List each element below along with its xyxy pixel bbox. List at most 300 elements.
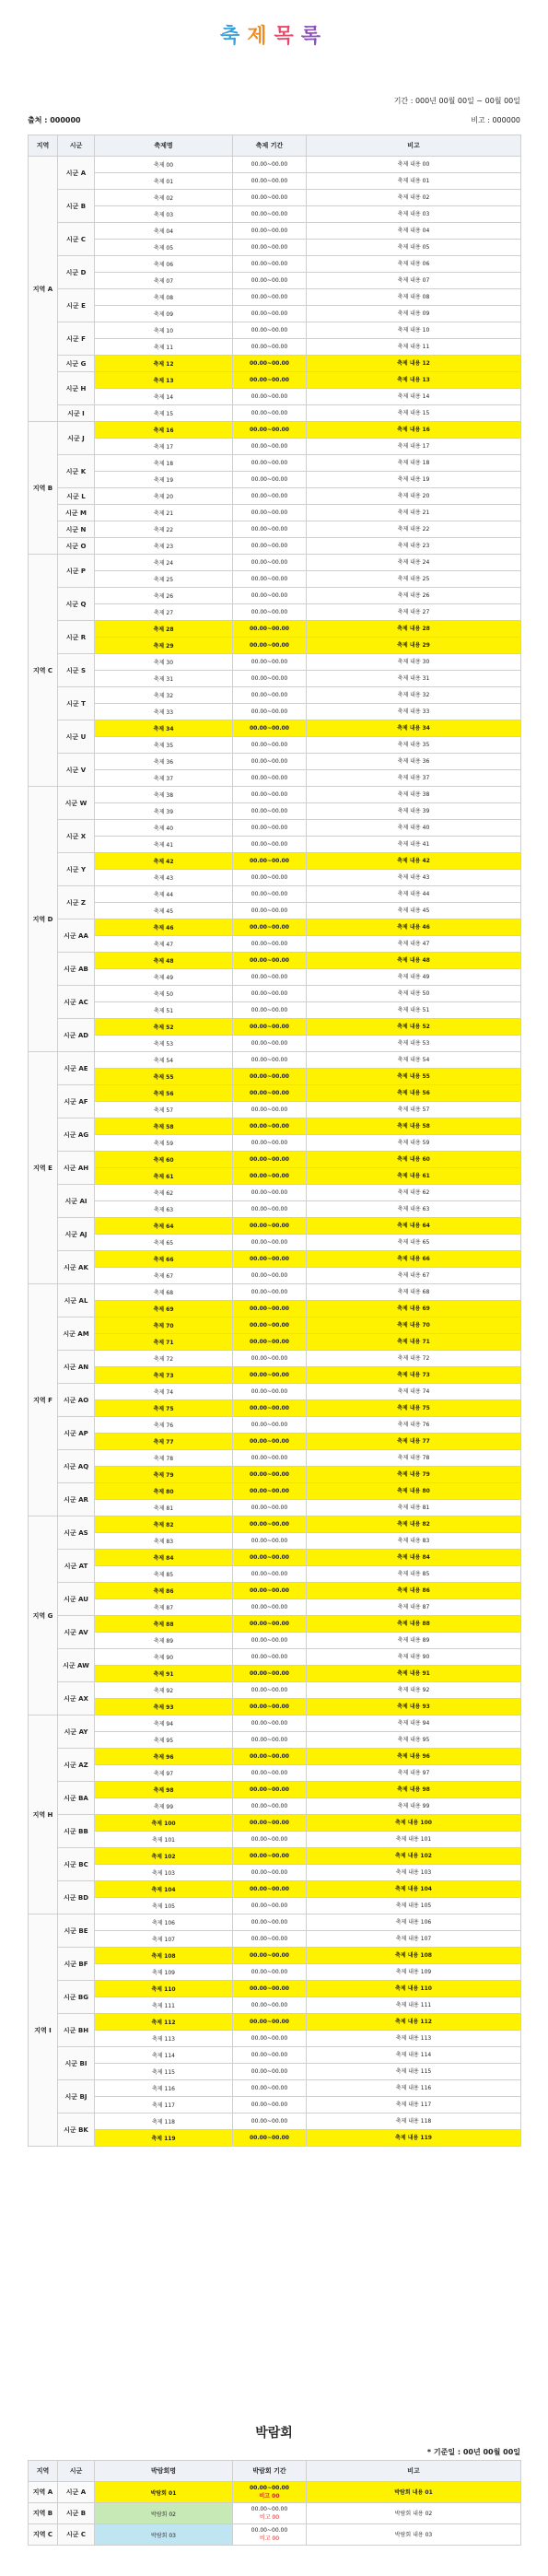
expo-row <box>29 2524 521 2546</box>
page-title <box>0 20 548 49</box>
festival-name-cell: 축제 56 <box>95 1085 233 1102</box>
festival-name-cell: 축제 37 <box>95 770 233 787</box>
festival-name-cell: 축제 119 <box>95 2130 233 2147</box>
festival-row <box>29 638 521 654</box>
festival-row <box>29 472 521 488</box>
festival-date-cell: 00.00~00.00 <box>233 1085 307 1102</box>
festival-name-cell: 축제 61 <box>95 1168 233 1185</box>
festival-row <box>29 986 521 1002</box>
festival-row <box>29 2047 521 2064</box>
expo-col-header-date: 박람회 기간 <box>233 2461 307 2482</box>
festival-desc-cell: 축제 내용 04 <box>307 223 521 240</box>
festival-desc-cell: 축제 내용 42 <box>307 853 521 870</box>
festival-desc-cell: 축제 내용 40 <box>307 820 521 837</box>
festival-row <box>29 1268 521 1284</box>
festival-row <box>29 969 521 986</box>
festival-date-cell: 00.00~00.00 <box>233 903 307 919</box>
festival-date-cell: 00.00~00.00 <box>233 1500 307 1516</box>
city-cell: 시군 S <box>58 654 95 687</box>
festival-date-cell: 00.00~00.00 <box>233 754 307 770</box>
festival-row <box>29 2113 521 2130</box>
festival-desc-cell: 축제 내용 90 <box>307 1649 521 1666</box>
festival-name-cell: 축제 20 <box>95 488 233 505</box>
festival-name-cell: 축제 64 <box>95 1218 233 1235</box>
festival-name-cell: 축제 77 <box>95 1434 233 1450</box>
festival-name-cell: 축제 80 <box>95 1483 233 1500</box>
city-cell: 시군 J <box>58 422 95 455</box>
festival-row <box>29 953 521 969</box>
expo-name-cell: 박람회 01 <box>95 2482 233 2503</box>
expo-region-cell: 지역 A <box>29 2482 58 2503</box>
title-char: 축 <box>219 25 248 48</box>
city-cell: 시군 A <box>58 157 95 190</box>
festival-name-cell: 축제 01 <box>95 173 233 190</box>
festival-row <box>29 770 521 787</box>
festival-date-cell: 00.00~00.00 <box>233 886 307 903</box>
festival-desc-cell: 축제 내용 84 <box>307 1550 521 1566</box>
festival-desc-cell: 축제 내용 95 <box>307 1732 521 1749</box>
festival-name-cell: 축제 70 <box>95 1317 233 1334</box>
festival-row <box>29 1118 521 1135</box>
festival-row <box>29 240 521 256</box>
festival-desc-cell: 축제 내용 78 <box>307 1450 521 1467</box>
festival-row <box>29 1732 521 1749</box>
festival-row <box>29 588 521 604</box>
festival-name-cell: 축제 83 <box>95 1533 233 1550</box>
festival-row <box>29 1798 521 1815</box>
festival-name-cell: 축제 99 <box>95 1798 233 1815</box>
festival-desc-cell: 축제 내용 111 <box>307 1997 521 2014</box>
festival-row <box>29 1085 521 1102</box>
festival-desc-cell: 축제 내용 16 <box>307 422 521 439</box>
region-cell: 지역 D <box>29 787 58 1052</box>
festival-name-cell: 축제 53 <box>95 1036 233 1052</box>
festival-name-cell: 축제 29 <box>95 638 233 654</box>
festival-desc-cell: 축제 내용 77 <box>307 1434 521 1450</box>
festival-desc-cell: 축제 내용 74 <box>307 1384 521 1400</box>
festival-desc-cell: 축제 내용 60 <box>307 1152 521 1168</box>
festival-desc-cell: 축제 내용 104 <box>307 1881 521 1898</box>
festival-desc-cell: 축제 내용 61 <box>307 1168 521 1185</box>
festival-name-cell: 축제 117 <box>95 2097 233 2113</box>
festival-date-cell: 00.00~00.00 <box>233 439 307 455</box>
festival-name-cell: 축제 33 <box>95 704 233 720</box>
city-cell: 시군 BD <box>58 1881 95 1914</box>
festival-date-cell: 00.00~00.00 <box>233 488 307 505</box>
festival-name-cell: 축제 28 <box>95 621 233 638</box>
festival-desc-cell: 축제 내용 51 <box>307 1002 521 1019</box>
festival-date-cell: 00.00~00.00 <box>233 737 307 754</box>
festival-desc-cell: 축제 내용 93 <box>307 1699 521 1715</box>
festival-desc-cell: 축제 내용 99 <box>307 1798 521 1815</box>
festival-row <box>29 1848 521 1865</box>
festival-date-cell: 00.00~00.00 <box>233 306 307 322</box>
festival-name-cell: 축제 96 <box>95 1749 233 1765</box>
festival-desc-cell: 축제 내용 20 <box>307 488 521 505</box>
festival-desc-cell: 축제 내용 33 <box>307 704 521 720</box>
city-cell: 시군 AX <box>58 1682 95 1715</box>
city-cell: 시군 K <box>58 455 95 488</box>
festival-desc-cell: 축제 내용 58 <box>307 1118 521 1135</box>
festival-desc-cell: 축제 내용 17 <box>307 439 521 455</box>
festival-name-cell: 축제 25 <box>95 571 233 588</box>
expo-date-cell <box>233 2524 307 2546</box>
festival-row <box>29 488 521 505</box>
city-cell: 시군 V <box>58 754 95 787</box>
festival-name-cell: 축제 31 <box>95 671 233 687</box>
festival-date-cell: 00.00~00.00 <box>233 422 307 439</box>
festival-row <box>29 1931 521 1948</box>
festival-desc-cell: 축제 내용 19 <box>307 472 521 488</box>
festival-desc-cell: 축제 내용 59 <box>307 1135 521 1152</box>
festival-name-cell: 축제 91 <box>95 1666 233 1682</box>
festival-desc-cell: 축제 내용 09 <box>307 306 521 322</box>
festival-name-cell: 축제 43 <box>95 870 233 886</box>
festival-row <box>29 754 521 770</box>
festival-name-cell: 축제 32 <box>95 687 233 704</box>
festival-row <box>29 1400 521 1417</box>
festival-name-cell: 축제 105 <box>95 1898 233 1914</box>
city-cell: 시군 R <box>58 621 95 654</box>
period-text: 기간 : 000년 00월 00일 ~ 00월 00일 <box>393 97 520 105</box>
festival-desc-cell: 축제 내용 34 <box>307 720 521 737</box>
festival-date-cell: 00.00~00.00 <box>233 1284 307 1301</box>
festival-name-cell: 축제 107 <box>95 1931 233 1948</box>
festival-row <box>29 1550 521 1566</box>
festival-name-cell: 축제 113 <box>95 2031 233 2047</box>
festival-date-cell: 00.00~00.00 <box>233 1002 307 1019</box>
festival-name-cell: 축제 48 <box>95 953 233 969</box>
festival-date-cell: 00.00~00.00 <box>233 1417 307 1434</box>
festival-date-cell: 00.00~00.00 <box>233 1566 307 1583</box>
city-cell: 시군 BG <box>58 1981 95 2014</box>
city-cell: 시군 AF <box>58 1085 95 1118</box>
festival-date-cell: 00.00~00.00 <box>233 2097 307 2113</box>
festival-desc-cell: 축제 내용 23 <box>307 538 521 555</box>
festival-name-cell: 축제 65 <box>95 1235 233 1251</box>
festival-desc-cell: 축제 내용 81 <box>307 1500 521 1516</box>
festival-name-cell: 축제 95 <box>95 1732 233 1749</box>
festival-date-cell: 00.00~00.00 <box>233 720 307 737</box>
festival-row <box>29 1832 521 1848</box>
festival-date-cell: 00.00~00.00 <box>233 687 307 704</box>
festival-date-cell: 00.00~00.00 <box>233 1682 307 1699</box>
festival-row <box>29 422 521 439</box>
city-cell: 시군 AQ <box>58 1450 95 1483</box>
festival-name-cell: 축제 45 <box>95 903 233 919</box>
festival-name-cell: 축제 18 <box>95 455 233 472</box>
festival-row <box>29 190 521 206</box>
city-cell: 시군 H <box>58 372 95 405</box>
festival-desc-cell: 축제 내용 110 <box>307 1981 521 1997</box>
festival-row <box>29 903 521 919</box>
expo-name-cell: 박람회 02 <box>95 2503 233 2524</box>
festival-name-cell: 축제 103 <box>95 1865 233 1881</box>
festival-desc-cell: 축제 내용 29 <box>307 638 521 654</box>
city-cell: 시군 AP <box>58 1417 95 1450</box>
festival-desc-cell: 축제 내용 73 <box>307 1367 521 1384</box>
city-cell: 시군 AR <box>58 1483 95 1516</box>
festival-desc-cell: 축제 내용 57 <box>307 1102 521 1118</box>
festival-row <box>29 1467 521 1483</box>
festival-name-cell: 축제 23 <box>95 538 233 555</box>
festival-name-cell: 축제 71 <box>95 1334 233 1351</box>
expo-date-note: 비고 00 <box>259 2493 280 2500</box>
festival-desc-cell: 축제 내용 72 <box>307 1351 521 1367</box>
city-cell: 시군 BF <box>58 1948 95 1981</box>
festival-date-cell: 00.00~00.00 <box>233 837 307 853</box>
festival-date-cell: 00.00~00.00 <box>233 1102 307 1118</box>
festival-name-cell: 축제 62 <box>95 1185 233 1201</box>
festival-desc-cell: 축제 내용 66 <box>307 1251 521 1268</box>
festival-date-cell: 00.00~00.00 <box>233 1732 307 1749</box>
festival-desc-cell: 축제 내용 07 <box>307 273 521 289</box>
festival-table-header-row <box>29 135 521 157</box>
festival-name-cell: 축제 57 <box>95 1102 233 1118</box>
city-cell: 시군 BA <box>58 1782 95 1815</box>
festival-desc-cell: 축제 내용 88 <box>307 1616 521 1633</box>
festival-row <box>29 405 521 422</box>
festival-name-cell: 축제 82 <box>95 1516 233 1533</box>
festival-desc-cell: 축제 내용 100 <box>307 1815 521 1832</box>
festival-row <box>29 223 521 240</box>
festival-row <box>29 870 521 886</box>
city-cell: 시군 N <box>58 521 95 538</box>
col-header-city: 시군 <box>58 135 95 157</box>
festival-row <box>29 1682 521 1699</box>
festival-date-cell: 00.00~00.00 <box>233 936 307 953</box>
region-cell: 지역 B <box>29 422 58 555</box>
expo-region-cell: 지역 B <box>29 2503 58 2524</box>
festival-name-cell: 축제 49 <box>95 969 233 986</box>
festival-row <box>29 1301 521 1317</box>
festival-desc-cell: 축제 내용 53 <box>307 1036 521 1052</box>
festival-name-cell: 축제 42 <box>95 853 233 870</box>
festival-desc-cell: 축제 내용 26 <box>307 588 521 604</box>
festival-desc-cell: 축제 내용 36 <box>307 754 521 770</box>
city-cell: 시군 BB <box>58 1815 95 1848</box>
festival-date-cell: 00.00~00.00 <box>233 1268 307 1284</box>
festival-desc-cell: 축제 내용 56 <box>307 1085 521 1102</box>
festival-desc-cell: 축제 내용 50 <box>307 986 521 1002</box>
festival-desc-cell: 축제 내용 115 <box>307 2064 521 2080</box>
expo-col-header-desc: 비고 <box>307 2461 521 2482</box>
festival-date-cell: 00.00~00.00 <box>233 2047 307 2064</box>
city-cell: 시군 AC <box>58 986 95 1019</box>
festival-desc-cell: 축제 내용 15 <box>307 405 521 422</box>
festival-date-cell: 00.00~00.00 <box>233 1616 307 1633</box>
festival-date-cell: 00.00~00.00 <box>233 1550 307 1566</box>
festival-name-cell: 축제 21 <box>95 505 233 521</box>
festival-desc-cell: 축제 내용 94 <box>307 1715 521 1732</box>
festival-date-cell: 00.00~00.00 <box>233 787 307 803</box>
festival-name-cell: 축제 115 <box>95 2064 233 2080</box>
festival-date-cell: 00.00~00.00 <box>233 820 307 837</box>
expo-col-header-region: 지역 <box>29 2461 58 2482</box>
festival-row <box>29 737 521 754</box>
expo-name-cell: 박람회 03 <box>95 2524 233 2546</box>
city-cell: 시군 BJ <box>58 2080 95 2113</box>
festival-date-cell: 00.00~00.00 <box>233 919 307 936</box>
festival-desc-cell: 축제 내용 46 <box>307 919 521 936</box>
city-cell: 시군 D <box>58 256 95 289</box>
festival-row <box>29 306 521 322</box>
festival-date-cell: 00.00~00.00 <box>233 1666 307 1682</box>
expo-date-cell <box>233 2503 307 2524</box>
festival-desc-cell: 축제 내용 31 <box>307 671 521 687</box>
festival-row <box>29 1218 521 1235</box>
festival-desc-cell: 축제 내용 32 <box>307 687 521 704</box>
festival-date-cell: 00.00~00.00 <box>233 1749 307 1765</box>
city-cell: 시군 AA <box>58 919 95 953</box>
festival-date-cell: 00.00~00.00 <box>233 1516 307 1533</box>
festival-name-cell: 축제 08 <box>95 289 233 306</box>
city-cell: 시군 M <box>58 505 95 521</box>
festival-table <box>28 135 521 2147</box>
festival-row <box>29 1914 521 1931</box>
festival-name-cell: 축제 67 <box>95 1268 233 1284</box>
festival-row <box>29 1749 521 1765</box>
festival-name-cell: 축제 97 <box>95 1765 233 1782</box>
city-cell: 시군 AV <box>58 1616 95 1649</box>
festival-date-cell: 00.00~00.00 <box>233 2080 307 2097</box>
festival-row <box>29 521 521 538</box>
city-cell: 시군 BI <box>58 2047 95 2080</box>
festival-date-cell: 00.00~00.00 <box>233 654 307 671</box>
festival-desc-cell: 축제 내용 41 <box>307 837 521 853</box>
festival-row <box>29 886 521 903</box>
city-cell: 시군 AL <box>58 1284 95 1317</box>
festival-desc-cell: 축제 내용 13 <box>307 372 521 389</box>
festival-name-cell: 축제 54 <box>95 1052 233 1069</box>
festival-desc-cell: 축제 내용 103 <box>307 1865 521 1881</box>
festival-row <box>29 1185 521 1201</box>
festival-row <box>29 439 521 455</box>
festival-date-cell: 00.00~00.00 <box>233 953 307 969</box>
festival-row <box>29 2130 521 2147</box>
festival-desc-cell: 축제 내용 71 <box>307 1334 521 1351</box>
festival-row <box>29 1865 521 1881</box>
festival-row <box>29 820 521 837</box>
festival-row <box>29 2080 521 2097</box>
city-cell: 시군 AK <box>58 1251 95 1284</box>
festival-name-cell: 축제 85 <box>95 1566 233 1583</box>
festival-name-cell: 축제 50 <box>95 986 233 1002</box>
festival-date-cell: 00.00~00.00 <box>233 1649 307 1666</box>
festival-desc-cell: 축제 내용 76 <box>307 1417 521 1434</box>
festival-row <box>29 787 521 803</box>
festival-date-cell: 00.00~00.00 <box>233 356 307 372</box>
festival-date-cell: 00.00~00.00 <box>233 1019 307 1036</box>
festival-name-cell: 축제 73 <box>95 1367 233 1384</box>
city-cell: 시군 Z <box>58 886 95 919</box>
festival-date-cell: 00.00~00.00 <box>233 1118 307 1135</box>
festival-desc-cell: 축제 내용 80 <box>307 1483 521 1500</box>
festival-date-cell: 00.00~00.00 <box>233 704 307 720</box>
festival-row <box>29 1168 521 1185</box>
city-cell: 시군 BK <box>58 2113 95 2147</box>
festival-date-cell: 00.00~00.00 <box>233 1450 307 1467</box>
festival-name-cell: 축제 59 <box>95 1135 233 1152</box>
festival-row <box>29 1898 521 1914</box>
festival-row <box>29 936 521 953</box>
festival-row <box>29 356 521 372</box>
festival-date-cell: 00.00~00.00 <box>233 1135 307 1152</box>
festival-date-cell: 00.00~00.00 <box>233 1301 307 1317</box>
expo-table <box>28 2460 521 2546</box>
city-cell: 시군 AT <box>58 1550 95 1583</box>
festival-row <box>29 538 521 555</box>
festival-desc-cell: 축제 내용 107 <box>307 1931 521 1948</box>
festival-row <box>29 1384 521 1400</box>
festival-row <box>29 1583 521 1599</box>
festival-row <box>29 372 521 389</box>
festival-desc-cell: 축제 내용 106 <box>307 1914 521 1931</box>
festival-name-cell: 축제 35 <box>95 737 233 754</box>
festival-desc-cell: 축제 내용 112 <box>307 2014 521 2031</box>
festival-name-cell: 축제 39 <box>95 803 233 820</box>
festival-date-cell: 00.00~00.00 <box>233 157 307 173</box>
festival-desc-cell: 축제 내용 11 <box>307 339 521 356</box>
festival-date-cell: 00.00~00.00 <box>233 1865 307 1881</box>
festival-date-cell: 00.00~00.00 <box>233 1168 307 1185</box>
city-cell: 시군 AS <box>58 1516 95 1550</box>
festival-desc-cell: 축제 내용 113 <box>307 2031 521 2047</box>
festival-desc-cell: 축제 내용 82 <box>307 1516 521 1533</box>
festival-name-cell: 축제 11 <box>95 339 233 356</box>
festival-date-cell: 00.00~00.00 <box>233 1599 307 1616</box>
festival-name-cell: 축제 47 <box>95 936 233 953</box>
festival-row <box>29 1367 521 1384</box>
festival-desc-cell: 축제 내용 109 <box>307 1964 521 1981</box>
festival-name-cell: 축제 109 <box>95 1964 233 1981</box>
col-header-name: 축제명 <box>95 135 233 157</box>
festival-name-cell: 축제 94 <box>95 1715 233 1732</box>
festival-date-cell: 00.00~00.00 <box>233 372 307 389</box>
city-cell: 시군 C <box>58 223 95 256</box>
festival-date-cell: 00.00~00.00 <box>233 1815 307 1832</box>
festival-name-cell: 축제 12 <box>95 356 233 372</box>
festival-row <box>29 1317 521 1334</box>
festival-name-cell: 축제 86 <box>95 1583 233 1599</box>
festival-name-cell: 축제 10 <box>95 322 233 339</box>
festival-name-cell: 축제 58 <box>95 1118 233 1135</box>
festival-name-cell: 축제 89 <box>95 1633 233 1649</box>
festival-row <box>29 1500 521 1516</box>
festival-desc-cell: 축제 내용 70 <box>307 1317 521 1334</box>
festival-date-cell: 00.00~00.00 <box>233 206 307 223</box>
city-cell: 시군 AM <box>58 1317 95 1351</box>
festival-name-cell: 축제 24 <box>95 555 233 571</box>
festival-row <box>29 853 521 870</box>
festival-row <box>29 1284 521 1301</box>
festival-desc-cell: 축제 내용 89 <box>307 1633 521 1649</box>
festival-date-cell: 00.00~00.00 <box>233 389 307 405</box>
festival-desc-cell: 축제 내용 97 <box>307 1765 521 1782</box>
festival-row <box>29 654 521 671</box>
festival-name-cell: 축제 102 <box>95 1848 233 1865</box>
festival-row <box>29 1649 521 1666</box>
festival-desc-cell: 축제 내용 114 <box>307 2047 521 2064</box>
festival-name-cell: 축제 46 <box>95 919 233 936</box>
festival-date-cell: 00.00~00.00 <box>233 638 307 654</box>
festival-desc-cell: 축제 내용 03 <box>307 206 521 223</box>
festival-date-cell: 00.00~00.00 <box>233 322 307 339</box>
city-cell: 시군 AZ <box>58 1749 95 1782</box>
festival-name-cell: 축제 92 <box>95 1682 233 1699</box>
festival-row <box>29 621 521 638</box>
festival-desc-cell: 축제 내용 44 <box>307 886 521 903</box>
